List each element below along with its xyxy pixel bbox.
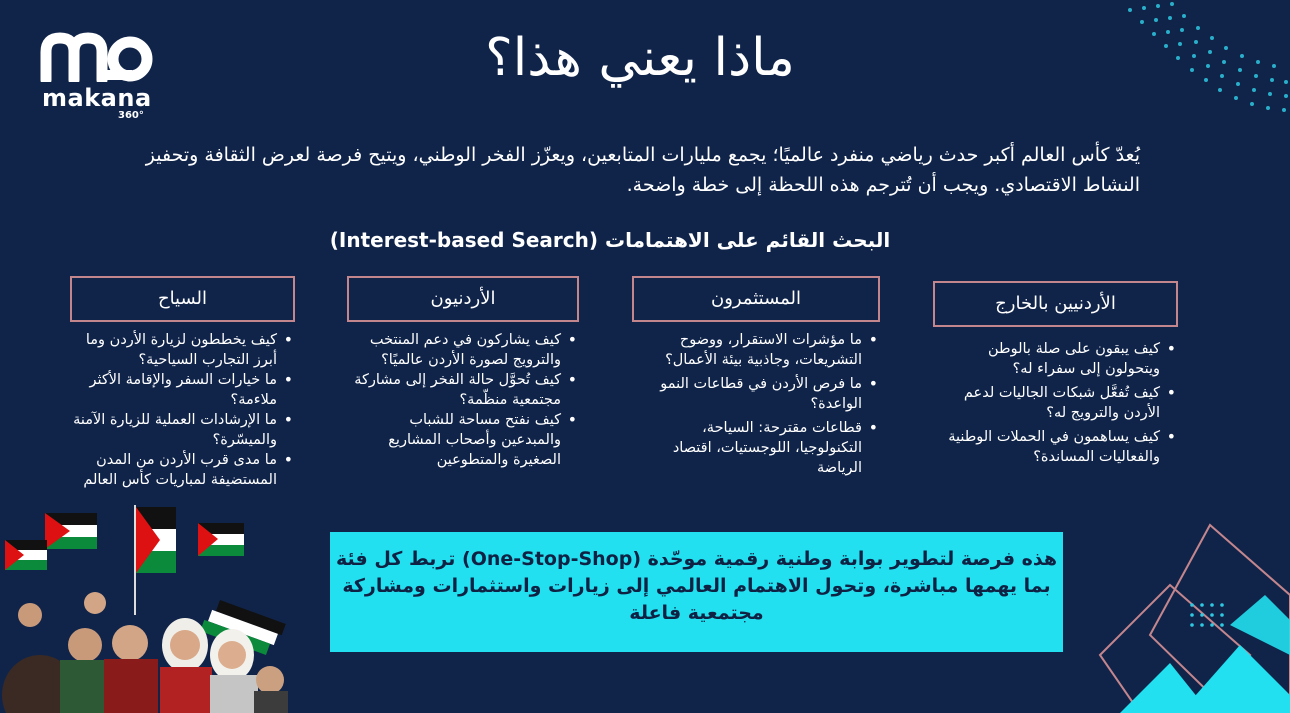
audience-column-expats (933, 281, 1178, 467)
list-item: • كيف تُحوَّل حالة الفخر إلى مشاركة مجتمعية منظّمة؟ (347, 370, 561, 410)
logo-subtitle: 360° (118, 110, 144, 121)
audience-column-jordanians (347, 276, 579, 470)
geometric-decoration (1080, 505, 1290, 713)
question-list (933, 339, 1178, 467)
audience-column-investors (632, 276, 880, 478)
question-list (632, 330, 880, 478)
list-item: • كيف نفتح مساحة للشباب والمبدعين وأصحاب المشاريع الصغيرة والمتطوعين (347, 410, 561, 470)
logo-wordmark: makana (42, 84, 152, 112)
list-item: • ما مدى قرب الأردن من المدن المستضيفة لمباريات كأس العالم (70, 450, 277, 490)
call-to-action-banner: هذه فرصة لتطوير بوابة وطنية رقمية موحّدة (One-Stop-Shop) تربط كل فئة بما يهمها مباشرة، وتحول الاهتمام العالمي إلى زيارات واستثمارات ومشاركة مجتمعية فاعلة (330, 532, 1063, 652)
column-heading: السياح (70, 276, 295, 322)
list-item: • كيف تُفعَّل شبكات الجاليات لدعم الأردن والترويج له؟ (933, 383, 1160, 423)
makana-logo (40, 32, 160, 122)
list-item: • ما الإرشادات العملية للزيارة الآمنة والميسّرة؟ (70, 410, 277, 450)
column-heading: الأردنيون (347, 276, 579, 322)
list-item: • قطاعات مقترحة: السياحة، التكنولوجيا، اللوجستيات، اقتصاد الرياضة (632, 418, 862, 478)
list-item: • ما فرص الأردن في قطاعات النمو الواعدة؟ (632, 374, 862, 414)
dotted-arc-decoration (1100, 0, 1290, 140)
crowd-with-flags-image (0, 495, 310, 713)
intro-paragraph: يُعدّ كأس العالم أكبر حدث رياضي منفرد عالميًا؛ يجمع مليارات المتابعين، ويعزّز الفخر الوطني، ويتيح فرصة لعرض الثقافة وتحفيز النشاط الاقتصادي. ويجب أن تُترجم هذه اللحظة إلى خطة واضحة. (145, 144, 1140, 196)
logo-mark-icon (40, 32, 155, 82)
list-item: • ما خيارات السفر والإقامة الأكثر ملاءمة؟ (70, 370, 277, 410)
audience-column-tourists (70, 276, 295, 490)
page-title: ماذا يعني هذا؟ (485, 28, 795, 88)
list-item: • ما مؤشرات الاستقرار، ووضوح التشريعات، وجاذبية بيئة الأعمال؟ (632, 330, 862, 370)
column-heading: الأردنيين بالخارج (933, 281, 1178, 327)
question-list (70, 330, 295, 490)
section-subtitle: البحث القائم على الاهتمامات (Interest-based Search) (329, 228, 891, 252)
list-item: • كيف يساهمون في الحملات الوطنية والفعاليات المساندة؟ (933, 427, 1160, 467)
list-item: • كيف يخططون لزيارة الأردن وما أبرز التجارب السياحية؟ (70, 330, 277, 370)
column-heading: المستثمرون (632, 276, 880, 322)
jordan-flag-icon (45, 513, 97, 549)
list-item: • كيف يشاركون في دعم المنتخب والترويج لصورة الأردن عالميًا؟ (347, 330, 561, 370)
question-list (347, 330, 579, 470)
list-item: • كيف يبقون على صلة بالوطن ويتحولون إلى سفراء له؟ (933, 339, 1160, 379)
